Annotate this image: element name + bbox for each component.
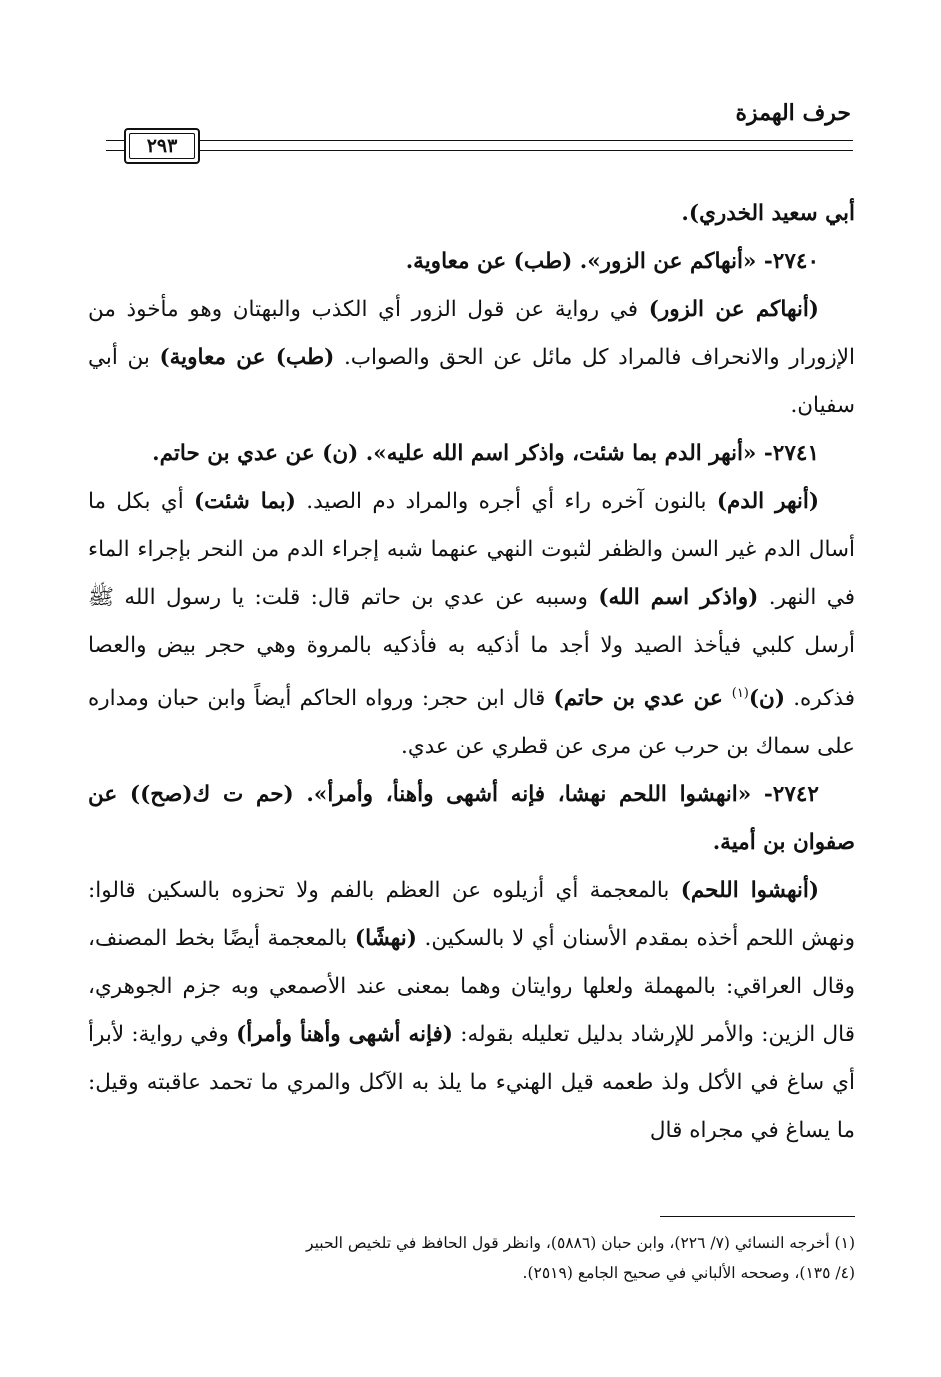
commentary-text: قال ابن حجر: ورواه الحاكم أيضاً وابن حبان ومداره على سماك بن حرب عن مرى عن قطري عن عدي. (88, 686, 855, 760)
hadith-text: «أنهاكم عن الزور». (طب) عن معاوية. (405, 249, 757, 274)
main-text (88, 190, 855, 1155)
commentary-2740 (88, 286, 855, 430)
commentary-text: بالمعجمة أي أزيلوه عن العظم بالفم ولا تحزوه بالسكين قالوا: ونهش اللحم أخذه بمقدم الأسنان أي لا بالسكين. (88, 878, 856, 952)
commentary-text: بالمعجمة أيضًا بخط المصنف، وقال العراقي: بالمهملة ولعلها روايتان وهما بمعنى عند الأصمعي وبه جزم الجوهري، قال الزين: والأمر للإرشاد بدليل تعليله بقوله: (88, 926, 855, 1048)
hadith-number: ٢٧٤٠- (756, 249, 819, 274)
hadith-number: ٢٧٤٢- (751, 782, 819, 808)
commentary-lemma: (بما شئت) (194, 489, 296, 514)
commentary-lemma: (أنهاكم عن الزور) (648, 297, 819, 322)
hadith-2741 (88, 430, 855, 478)
hadith-text: «انهشوا اللحم نهشا، فإنه أشهى وأهنأ، وأمرأ». (حم ت ك(صح)) عن صفوان بن أمية. (88, 782, 855, 856)
commentary-lemma: (واذكر اسم الله) (598, 585, 759, 610)
hadith-text: «أنهر الدم بما شئت، واذكر اسم الله عليه». (ن) عن عدي بن حاتم. (152, 441, 757, 466)
footnote-marker[interactable]: (١) (731, 686, 749, 701)
commentary-source: (ن) (748, 686, 786, 712)
commentary-2742 (88, 867, 855, 1155)
header-double-rule (118, 140, 853, 151)
hadith-2740 (88, 238, 855, 286)
commentary-lemma: (فإنه أشهى وأهنأ وأمرأ) (236, 1022, 453, 1048)
page-number: ٢٩٣ (146, 135, 178, 157)
continued-text: أبي سعيد الخدري). (681, 201, 855, 226)
hadith-2742 (88, 771, 855, 867)
footnote-separator (660, 1216, 855, 1217)
commentary-text: أي بكل ما أسال الدم غير السن والظفر لثبوت النهي عنهما شبه إجراء الدم من النحر بإجراء الماء في النهر. (88, 489, 855, 610)
footnote-1-line-1: (١) أخرجه النسائي (٧/ ٢٢٦)، وابن حبان (٥٨٨٦)، وانظر قول الحافظ في تلخيص الحبير (306, 1234, 855, 1252)
hadith-number: ٢٧٤١- (756, 441, 819, 466)
commentary-text: بن أبي سفيان. (88, 345, 855, 418)
commentary-lemma: (أنهر الدم) (716, 489, 819, 514)
commentary-text: بالنون آخره راء أي أجره والمراد دم الصيد. (295, 489, 717, 514)
commentary-text: وفي رواية: لأبرأ أي ساغ في الأكل ولذ طعمه قيل الهنيء ما يلذ به الآكل والمري ما تحمد عاقبته وقيل: ما يساغ في مجراه قال (88, 1022, 855, 1144)
commentary-text: وسببه عن عدي بن حاتم قال: قلت: يا رسول الله ﷺ أرسل كلبي فيأخذ الصيد ولا أجد ما أذكيه به فأذكيه بالمروة وهي حجر بيض والعصا فذكره. (88, 585, 855, 712)
commentary-source: عن عدي بن حاتم) (553, 686, 732, 712)
continued-line (88, 190, 855, 238)
commentary-text: في رواية عن قول الزور أي الكذب والبهتان وهو مأخوذ من الإزورار والانحراف فالمراد كل مائل عن الحق والصواب. (88, 297, 855, 370)
running-header-title: حرف الهمزة (735, 100, 851, 126)
page-number-box (124, 128, 200, 164)
header-rule-tick (106, 140, 118, 151)
commentary-lemma: (أنهشوا اللحم) (680, 878, 819, 904)
commentary-lemma: (نهشًا) (354, 926, 417, 952)
footnotes (88, 1228, 855, 1288)
footnote-1-line-2: (٤/ ١٣٥)، وصححه الألباني في صحيح الجامع (٢٥١٩). (522, 1264, 855, 1282)
commentary-source: (طب) عن معاوية) (159, 345, 335, 370)
commentary-2741 (88, 478, 855, 771)
